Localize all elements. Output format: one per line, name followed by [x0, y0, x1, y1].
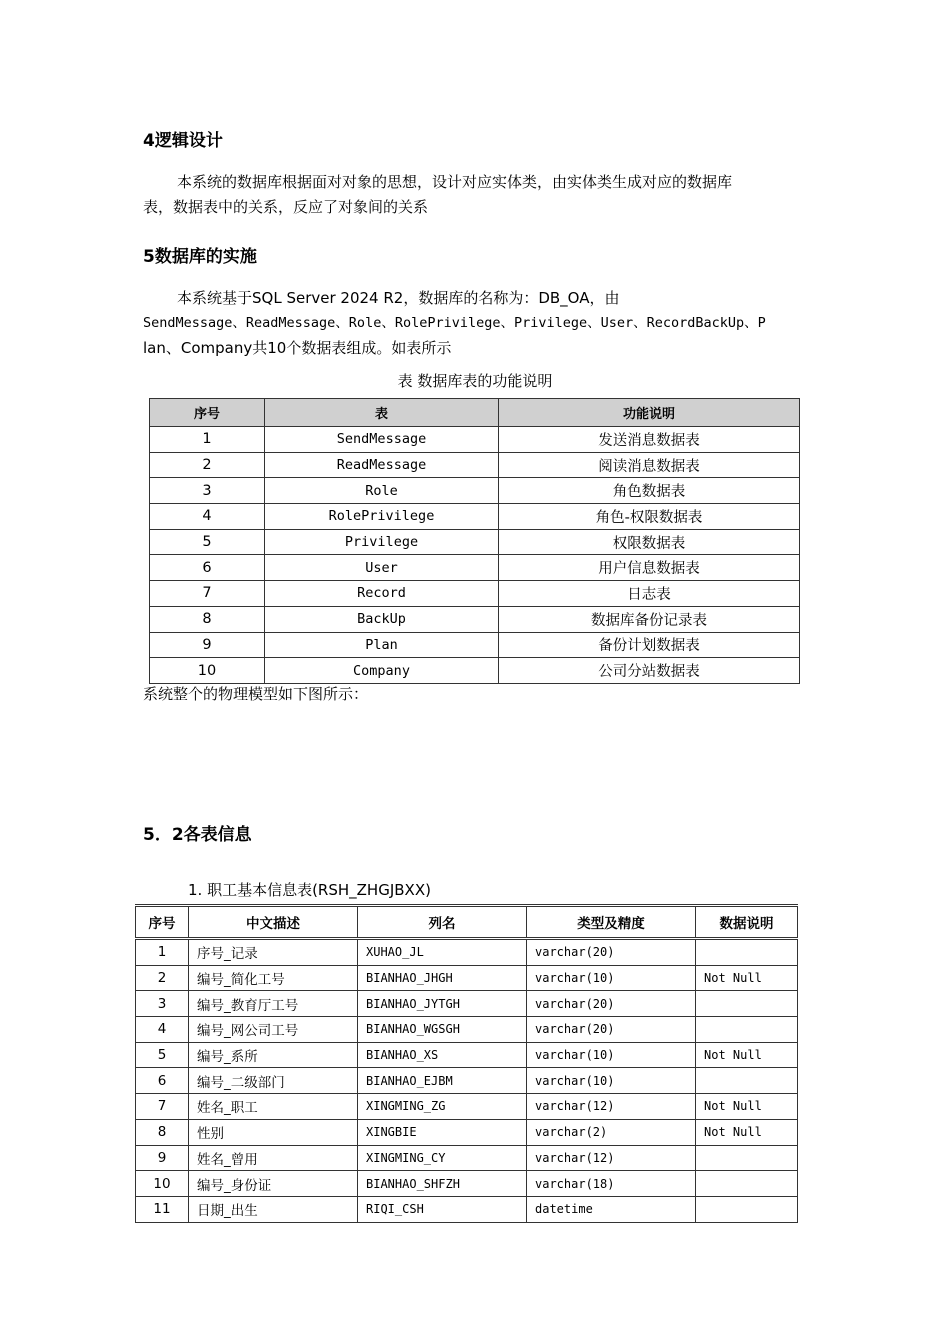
db-tables-table: [149, 398, 800, 684]
section-4-para-line2: 表，数据表中的关系，反应了对象间的关系: [143, 198, 429, 216]
table-cell: 1: [136, 939, 189, 966]
table-cell: Not Null: [696, 1094, 798, 1120]
table-row: [150, 427, 800, 453]
table-cell: Role: [265, 478, 499, 504]
table-row: [136, 1094, 798, 1120]
table-cell: 用户信息数据表: [499, 555, 800, 581]
table-cell: [696, 1196, 798, 1222]
table-cell: User: [265, 555, 499, 581]
table-cell: [696, 1145, 798, 1171]
table-cell: BIANHAO_SHFZH: [358, 1171, 527, 1197]
after-table-text: 系统整个的物理模型如下图所示：: [143, 685, 369, 703]
table-cell: BackUp: [265, 606, 499, 632]
table-cell: 5: [150, 529, 265, 555]
employee-info-table: [135, 904, 798, 1223]
table-cell: varchar(20): [527, 991, 696, 1017]
table-cell: 角色数据表: [499, 478, 800, 504]
col-header: 类型及精度: [527, 906, 696, 939]
table-row: [150, 581, 800, 607]
table-cell: [696, 1171, 798, 1197]
table-cell: RIQI_CSH: [358, 1196, 527, 1222]
table-cell: 3: [150, 478, 265, 504]
table-cell: SendMessage: [265, 427, 499, 453]
table-row: [136, 939, 798, 966]
table-cell: varchar(10): [527, 965, 696, 991]
table-cell: 备份计划数据表: [499, 632, 800, 658]
table-cell: 9: [136, 1145, 189, 1171]
table-cell: 7: [150, 581, 265, 607]
table-cell: 发送消息数据表: [499, 427, 800, 453]
table-cell: 姓名_曾用: [189, 1145, 358, 1171]
table-cell: 4: [150, 504, 265, 530]
table-cell: 6: [150, 555, 265, 581]
table-cell: [696, 1017, 798, 1043]
section-4-heading: 4逻辑设计: [143, 131, 223, 151]
table-cell: [696, 991, 798, 1017]
table-cell: datetime: [527, 1196, 696, 1222]
table-cell: varchar(12): [527, 1145, 696, 1171]
col-header: 序号: [150, 399, 265, 427]
table-row: [150, 555, 800, 581]
table-row: [150, 478, 800, 504]
table-cell: 编号_身份证: [189, 1171, 358, 1197]
table-row: [136, 965, 798, 991]
table-cell: Record: [265, 581, 499, 607]
table-cell: 11: [136, 1196, 189, 1222]
table-cell: Plan: [265, 632, 499, 658]
section-5-heading: 5数据库的实施: [143, 247, 257, 267]
table-cell: [696, 939, 798, 966]
table-row: [136, 1196, 798, 1222]
table-row: [136, 1171, 798, 1197]
table-row: [150, 606, 800, 632]
table-row: [136, 1017, 798, 1043]
table-row: [150, 529, 800, 555]
table-cell: 1: [150, 427, 265, 453]
table-cell: varchar(12): [527, 1094, 696, 1120]
table-cell: 姓名_职工: [189, 1094, 358, 1120]
table-header-row: [150, 399, 800, 427]
table-cell: varchar(10): [527, 1042, 696, 1068]
table-cell: 5: [136, 1042, 189, 1068]
table-cell: 10: [136, 1171, 189, 1197]
section-5-para-line2: SendMessage、ReadMessage、Role、RolePrivilege、Privilege、User、RecordBackUp、P: [143, 315, 766, 331]
section-5-para-line1: 本系统基于SQL Server 2024 R2，数据库的名称为：DB_OA，由: [177, 289, 620, 307]
table-cell: 7: [136, 1094, 189, 1120]
col-header: 数据说明: [696, 906, 798, 939]
table-cell: ReadMessage: [265, 452, 499, 478]
table-cell: varchar(20): [527, 939, 696, 966]
table-cell: [696, 1068, 798, 1094]
table-cell: BIANHAO_XS: [358, 1042, 527, 1068]
table-cell: varchar(20): [527, 1017, 696, 1043]
table-cell: 10: [150, 658, 265, 684]
table-header-row: [136, 906, 798, 939]
col-header: 表: [265, 399, 499, 427]
table-cell: Company: [265, 658, 499, 684]
table-cell: 3: [136, 991, 189, 1017]
table-cell: 编号_网公司工号: [189, 1017, 358, 1043]
table-row: [136, 1042, 798, 1068]
col-header: 中文描述: [189, 906, 358, 939]
table-row: [136, 991, 798, 1017]
table-cell: Not Null: [696, 1119, 798, 1145]
table-cell: 日志表: [499, 581, 800, 607]
table-cell: 编号_教育厅工号: [189, 991, 358, 1017]
table-row: [136, 1145, 798, 1171]
table-cell: XINGMING_CY: [358, 1145, 527, 1171]
table-cell: 公司分站数据表: [499, 658, 800, 684]
table-cell: varchar(18): [527, 1171, 696, 1197]
col-header: 列名: [358, 906, 527, 939]
table-cell: varchar(10): [527, 1068, 696, 1094]
table-row: [136, 1119, 798, 1145]
table-cell: 2: [136, 965, 189, 991]
table-cell: 8: [136, 1119, 189, 1145]
table-row: [136, 1068, 798, 1094]
table-cell: 编号_二级部门: [189, 1068, 358, 1094]
table-cell: 日期_出生: [189, 1196, 358, 1222]
table-cell: 6: [136, 1068, 189, 1094]
table-cell: 数据库备份记录表: [499, 606, 800, 632]
table-cell: 性别: [189, 1119, 358, 1145]
table-cell: Not Null: [696, 1042, 798, 1068]
col-header: 功能说明: [499, 399, 800, 427]
table-cell: 4: [136, 1017, 189, 1043]
employee-table-title: 1. 职工基本信息表(RSH_ZHGJBXX): [188, 881, 431, 899]
table-cell: 编号_简化工号: [189, 965, 358, 991]
table-cell: BIANHAO_WGSGH: [358, 1017, 527, 1043]
table-cell: 权限数据表: [499, 529, 800, 555]
table-row: [150, 658, 800, 684]
table-cell: 2: [150, 452, 265, 478]
table-cell: 编号_系所: [189, 1042, 358, 1068]
table-cell: 9: [150, 632, 265, 658]
table-row: [150, 632, 800, 658]
table-cell: BIANHAO_EJBM: [358, 1068, 527, 1094]
table-cell: varchar(2): [527, 1119, 696, 1145]
table-cell: 序号_记录: [189, 939, 358, 966]
table-cell: XUHAO_JL: [358, 939, 527, 966]
section-5-para-line3: lan、Company共10个数据表组成。如表所示: [143, 339, 452, 357]
table-cell: BIANHAO_JHGH: [358, 965, 527, 991]
col-header: 序号: [136, 906, 189, 939]
table-cell: XINGMING_ZG: [358, 1094, 527, 1120]
table-row: [150, 452, 800, 478]
table-row: [150, 504, 800, 530]
table-caption: 表 数据库表的功能说明: [397, 372, 553, 390]
section-4-para-line1: 本系统的数据库根据面对对象的思想，设计对应实体类，由实体类生成对应的数据库: [177, 173, 733, 191]
table-cell: 8: [150, 606, 265, 632]
table-cell: BIANHAO_JYTGH: [358, 991, 527, 1017]
table-cell: 阅读消息数据表: [499, 452, 800, 478]
table-cell: Privilege: [265, 529, 499, 555]
section-52-heading: 5．2各表信息: [143, 825, 252, 845]
table-cell: XINGBIE: [358, 1119, 527, 1145]
table-cell: RolePrivilege: [265, 504, 499, 530]
table-cell: 角色-权限数据表: [499, 504, 800, 530]
table-cell: Not Null: [696, 965, 798, 991]
